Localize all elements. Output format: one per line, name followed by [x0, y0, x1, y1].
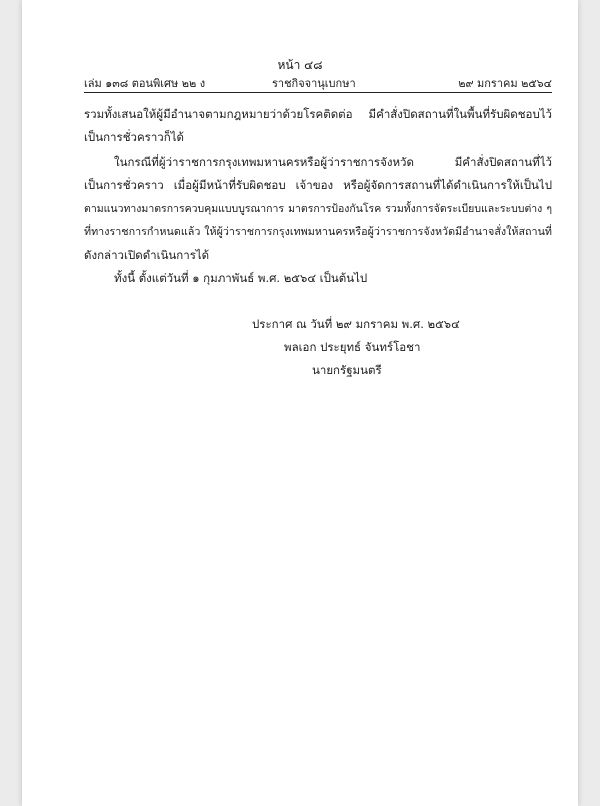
page-number: หน้า ๔๘: [277, 58, 323, 72]
signatory-name: พลเอก ประยุทธ์ จันทร์โอชา: [284, 340, 421, 354]
gazette-header: [84, 74, 552, 92]
body-line: ที่ทางราชการกำหนดแล้ว ให้ผู้ว่าราชการกรุงเทพมหานครหรือผู้ว่าราชการจังหวัดมีอำนาจสั่งให้สถานที่: [84, 225, 552, 238]
body-line: ในกรณีที่ผู้ว่าราชการกรุงเทพมหานครหรือผู้ว่าราชการจังหวัด มีคำสั่งปิดสถานที่ไว้: [114, 155, 552, 169]
header-date: ๒๙ มกราคม ๒๕๖๔: [458, 77, 552, 90]
body-line: ทั้งนี้ ตั้งแต่วันที่ ๑ กุมภาพันธ์ พ.ศ. ๒๕๖๔ เป็นต้นไป: [114, 271, 368, 285]
body-line: รวมทั้งเสนอให้ผู้มีอำนาจตามกฎหมายว่าด้วยโรคติดต่อ มีคำสั่งปิดสถานที่ในพื้นที่รับผิดชอบไว้: [84, 107, 552, 121]
document-page: [22, 0, 578, 806]
announcement-date: ประกาศ ณ วันที่ ๒๙ มกราคม พ.ศ. ๒๕๖๔: [252, 317, 460, 331]
header-volume: เล่ม ๑๓๘ ตอนพิเศษ ๒๒ ง: [84, 77, 206, 90]
body-line: ดังกล่าวเปิดดำเนินการได้: [84, 248, 210, 262]
body-line: เป็นการชั่วคราว เมื่อผู้มีหน้าที่รับผิดชอบ เจ้าของ หรือผู้จัดการสถานที่ได้ดำเนินการให้เป็นไป: [84, 178, 552, 192]
body-line: ตามแนวทางมาตรการควบคุมแบบบูรณาการ มาตรการป้องกันโรค รวมทั้งการจัดระเบียบและระบบต่าง ๆ: [84, 203, 552, 215]
body-line: เป็นการชั่วคราวก็ได้: [84, 130, 184, 144]
signatory-title: นายกรัฐมนตรี: [312, 363, 382, 377]
header-rule: [84, 92, 552, 93]
header-gazette-name: ราชกิจจานุเบกษา: [272, 77, 356, 90]
